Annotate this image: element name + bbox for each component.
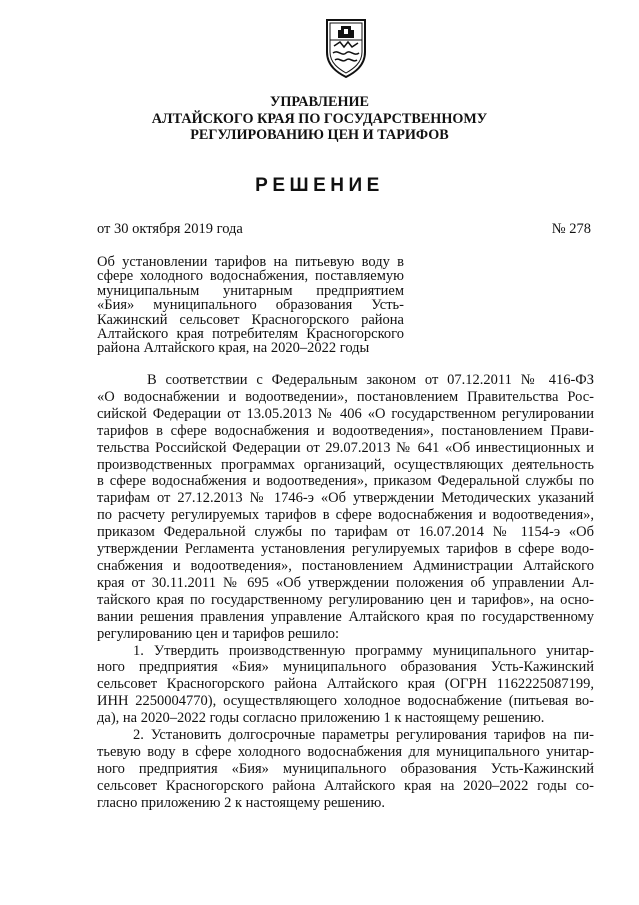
coat-of-arms-icon: [324, 16, 368, 78]
body-line: тарифов в сфере водоснабжения и водоотведения», постановлением Прави-: [97, 422, 594, 439]
body-line: В соответствии с Федеральным законом от 07.12.2011 № 416-ФЗ: [147, 372, 594, 388]
body-line: ного предприятия «Бия» муниципального образования Усть-Кажинский: [97, 760, 594, 777]
body-line: «О водоснабжении и водоотведении», постановлением Правительства Рос-: [97, 388, 594, 405]
body-line: вании решения правления управление Алтайского края по государственному: [97, 608, 594, 625]
document-date: от 30 октября 2019 года: [97, 221, 243, 237]
subject-line: Кажинский сельсовет Красногорского района: [97, 311, 404, 328]
body-line: утверждении Регламента установления регулируемых тарифов в сфере водо-: [97, 541, 594, 558]
body-line: гласно приложению 2 к настоящему решению.: [97, 794, 385, 811]
authority-header: [0, 94, 639, 144]
body-line: тайского края по государственному регулированию цен и тарифов», на осно-: [97, 591, 594, 608]
header-line-1: УПРАВЛЕНИЕ: [269, 94, 370, 110]
body-line: снабжения и водоотведения», постановлением Администрации Алтайского: [97, 557, 594, 574]
body-line: тьевую воду в сфере холодного водоснабжения для муниципального унитар-: [97, 743, 594, 760]
subject-line: сфере холодного водоснабжения, поставляемую: [97, 268, 404, 285]
body-line: края от 30.11.2011 № 695 «Об утверждении положения об управлении Ал-: [97, 574, 594, 591]
body-line: да), на 2020–2022 годы согласно приложению 1 к настоящему решению.: [97, 710, 545, 727]
body-line: ИНН 2250004770), осуществляющего холодное водоснабжение (питьевая во-: [97, 693, 594, 710]
subject-line: «Бия» муниципального образования Усть-: [97, 297, 404, 314]
document-title: РЕШЕНИЕ: [255, 175, 384, 196]
document-body: [97, 372, 594, 812]
item-1-paragraph: [97, 643, 594, 728]
body-line: по расчету регулируемых тарифов в сфере водоснабжения и водоотведения»,: [97, 507, 594, 524]
body-line: в сфере водоснабжения и водоотведения», приказом Федеральной службы по: [97, 473, 594, 490]
body-line: ного предприятия «Бия» муниципального образования Усть-Кажинский: [97, 659, 594, 676]
body-line: сельсовет Красногорского района Алтайского края на 2020–2022 годы со-: [97, 777, 594, 794]
subject-line: Об установлении тарифов на питьевую воду в: [97, 254, 404, 270]
item-2-paragraph: [97, 727, 594, 812]
subject-line: муниципальным унитарным предприятием: [97, 282, 404, 299]
body-line: 2. Установить долгосрочные параметры регулирования тарифов на пи-: [133, 727, 594, 744]
header-line-2: АЛТАЙСКОГО КРАЯ ПО ГОСУДАРСТВЕННОМУ: [151, 110, 488, 127]
header-line-3: РЕГУЛИРОВАНИЮ ЦЕН И ТАРИФОВ: [190, 127, 449, 143]
body-line: сельсовет Красногорского района Алтайского края (ОГРН 1162225087199,: [97, 676, 594, 693]
document-subject: [97, 255, 404, 356]
document-number: № 278: [551, 221, 591, 237]
subject-line: Алтайского края потребителям Красногорского: [97, 326, 404, 343]
body-line: производственных программах организаций, осуществляющих деятельность: [97, 456, 594, 473]
body-line: 1. Утвердить производственную программу муниципального унитар-: [133, 642, 594, 659]
subject-line: района Алтайского края, на 2020–2022 годы: [97, 340, 370, 357]
body-line: приказом Федеральной службы по тарифам от 16.07.2014 № 1154-э «Об: [97, 524, 594, 541]
body-line: сийской Федерации от 13.05.2013 № 406 «О государственном регулировании: [97, 405, 594, 422]
preamble-paragraph: [97, 372, 594, 643]
body-line: регулированию цен и тарифов решило:: [97, 625, 339, 642]
body-line: тельства Российской Федерации от 29.07.2013 № 641 «Об инвестиционных и: [97, 439, 594, 456]
body-line: тарифам от 27.12.2013 № 1746-э «Об утверждении Методических указаний: [97, 490, 594, 507]
